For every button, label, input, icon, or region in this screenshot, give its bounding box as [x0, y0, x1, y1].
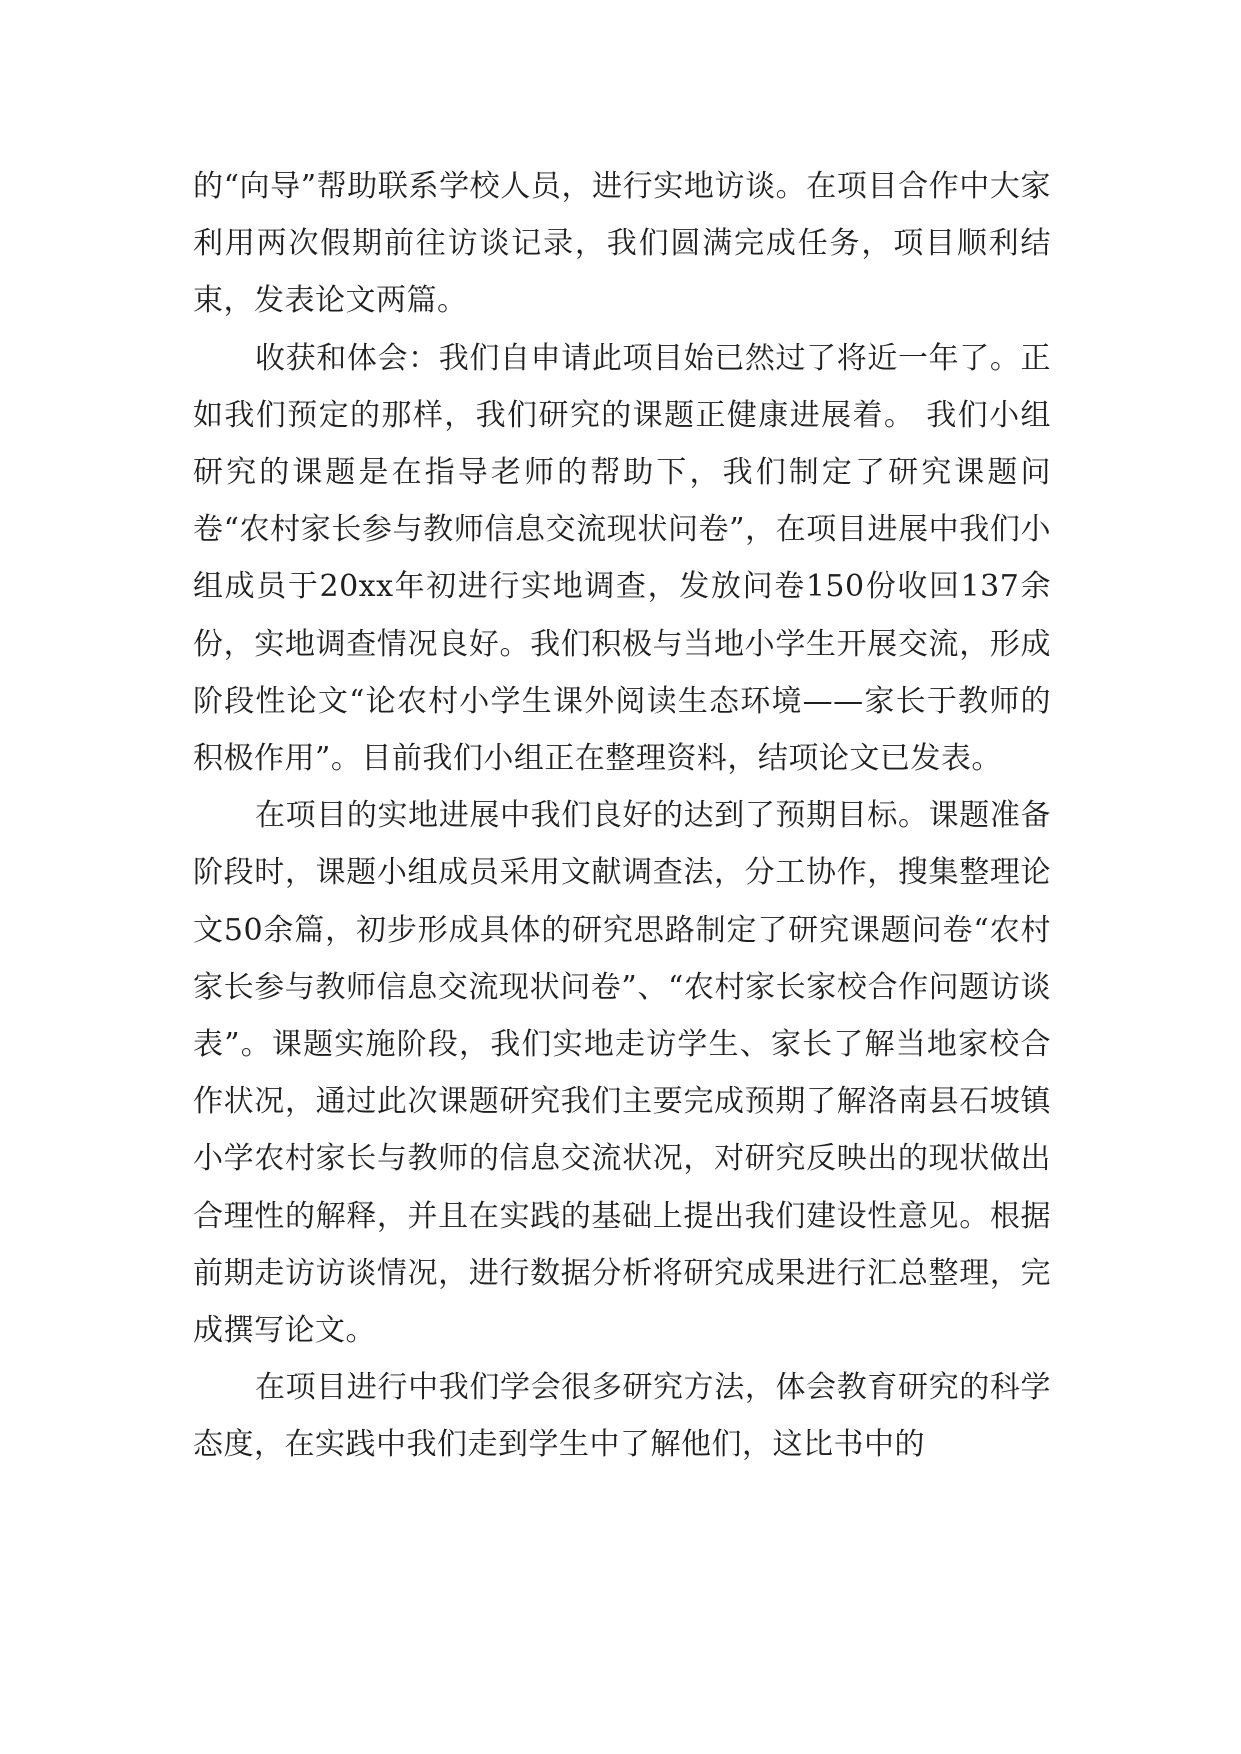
paragraph-harvest-and-experience: 收获和体会：我们自申请此项目始已然过了将近一年了。正如我们预定的那样，我们研究的课题正健康进展着。 我们小组研究的课题是在指导老师的帮助下，我们制定了研究课题问卷“农村家长参与教师信息交流现状问卷”，在项目进展中我们小组成员于20xx年初进行实地调查，发放问卷150份收回137余份，实地调查情况良好。我们积极与当地小学生开展交流，形成阶段性论文“论农村小学生课外阅读生态环境——家长于教师的积极作用”。目前我们小组正在整理资料，结项论文已发表。 [193, 340, 1051, 777]
paragraph-project-progress: 在项目的实地进展中我们良好的达到了预期目标。课题准备阶段时，课题小组成员采用文献调查法，分工协作，搜集整理论文50余篇，初步形成具体的研究思路制定了研究课题问卷“农村家长参与教师信息交流现状问卷”、“农村家长家校合作问题访谈表”。课题实施阶段，我们实地走访学生、家长了解当地家校合作状况，通过此次课题研究我们主要完成预期了解洛南县石坡镇小学农村家长与教师的信息交流状况，对研究反映出的现状做出合理性的解释，并且在实践的基础上提出我们建设性意见。根据前期走访访谈情况，进行数据分析将研究成果进行汇总整理，完成撰写论文。 [193, 798, 1051, 1349]
document-body [193, 158, 1051, 1474]
paragraph-research-methods: 在项目进行中我们学会很多研究方法，体会教育研究的科学态度，在实践中我们走到学生中了解他们，这比书中的 [193, 1370, 1051, 1463]
paragraph-continuation: 的“向导”帮助联系学校人员，进行实地访谈。在项目合作中大家利用两次假期前往访谈记录，我们圆满完成任务，项目顺利结束，发表论文两篇。 [193, 169, 1051, 319]
